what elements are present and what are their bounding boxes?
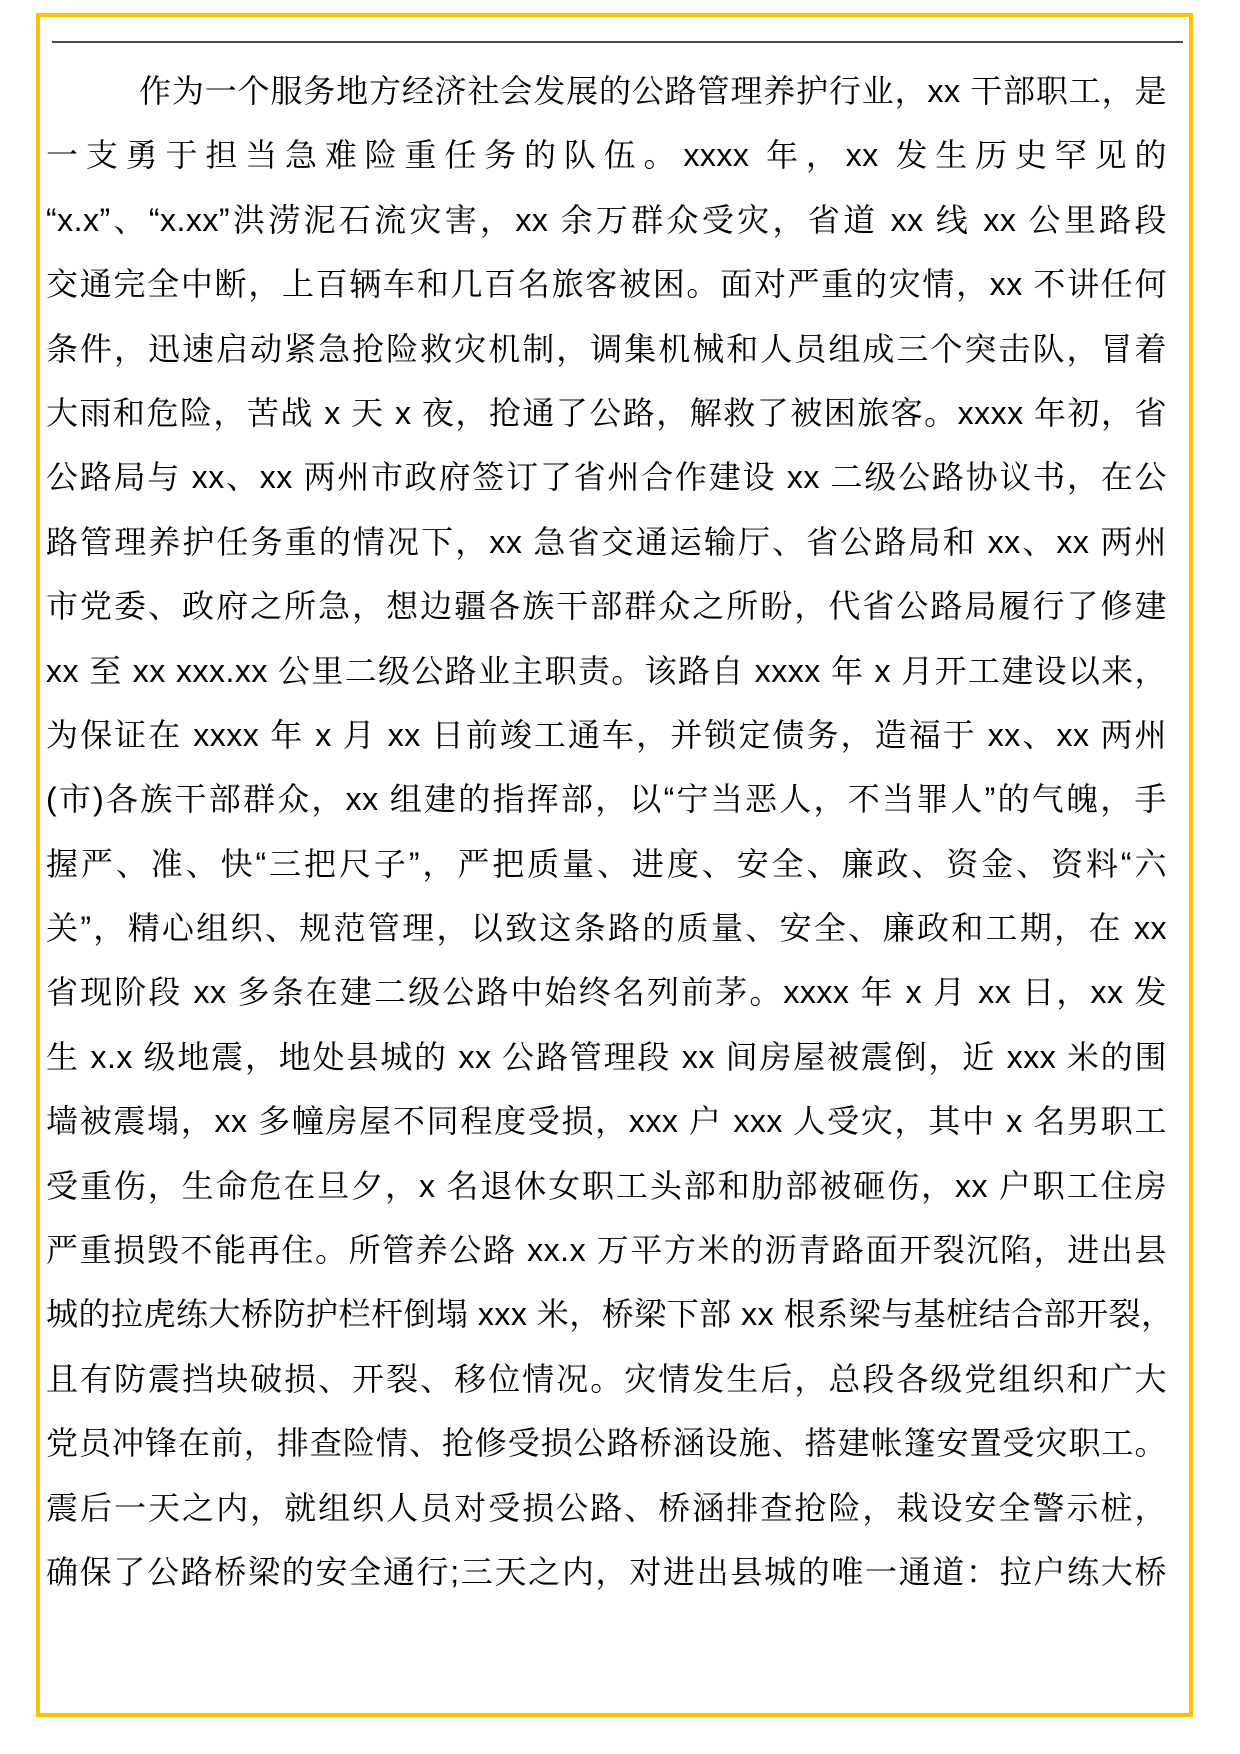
- text-line: 生 x.x 级地震，地处县城的 xx 公路管理段 xx 间房屋被震倒，近 xxx 米的围: [46, 1038, 1167, 1075]
- text-line: (市)各族干部群众，xx 组建的指挥部，以“宁当恶人，不当罪人”的气魄，手: [46, 781, 1167, 818]
- text-line: 交通完全中断，上百辆车和几百名旅客被困。面对严重的灾情，xx 不讲任何: [46, 266, 1167, 303]
- text-line: 大雨和危险，苦战 x 天 x 夜，抢通了公路，解救了被困旅客。xxxx 年初，省: [46, 394, 1167, 431]
- header-divider-line: [52, 41, 1183, 43]
- text-line: 关”，精心组织、规范管理，以致这条路的质量、安全、廉政和工期，在 xx: [46, 910, 1167, 947]
- text-line: 墙被震塌，xx 多幢房屋不同程度受损，xxx 户 xxx 人受灾，其中 x 名男职工: [46, 1103, 1167, 1140]
- text-line: 受重伤，生命危在旦夕，x 名退休女职工头部和肋部被砸伤，xx 户职工住房: [46, 1167, 1167, 1204]
- text-line: 公路局与 xx、xx 两州市政府签订了省州合作建设 xx 二级公路协议书，在公: [46, 459, 1167, 496]
- text-line: 确保了公路桥梁的安全通行;三天之内，对进出县城的唯一通道：拉户练大桥: [46, 1553, 1167, 1590]
- text-line: 条件，迅速启动紧急抢险救灾机制，调集机械和人员组成三个突击队，冒着: [46, 330, 1167, 367]
- paragraph: [46, 59, 1174, 1604]
- text-line: “x.x”、“x.xx”洪涝泥石流灾害，xx 余万群众受灾，省道 xx 线 xx 公里路段: [46, 201, 1167, 238]
- text-line: 一支勇于担当急难险重任务的队伍。xxxx 年，xx 发生历史罕见的: [46, 137, 1167, 174]
- text-line: 党员冲锋在前，排查险情、抢修受损公路桥涵设施、搭建帐篷安置受灾职工。: [46, 1425, 1167, 1462]
- text-line: 市党委、政府之所急，想边疆各族干部群众之所盼，代省公路局履行了修建: [46, 588, 1167, 625]
- text-line: 省现阶段 xx 多条在建二级公路中始终名列前茅。xxxx 年 x 月 xx 日，xx 发: [46, 974, 1167, 1011]
- text-line: 握严、准、快“三把尺子”，严把质量、进度、安全、廉政、资金、资料“六: [46, 845, 1167, 882]
- text-line: 震后一天之内，就组织人员对受损公路、桥涵排查抢险，栽设安全警示桩，: [46, 1489, 1167, 1526]
- text-line: 且有防震挡块破损、开裂、移位情况。灾情发生后，总段各级党组织和广大: [46, 1360, 1167, 1397]
- text-line: 城的拉虎练大桥防护栏杆倒塌 xxx 米，桥梁下部 xx 根系梁与基桩结合部开裂，: [46, 1296, 1174, 1333]
- text-line: xx 至 xx xxx.xx 公里二级公路业主职责。该路自 xxxx 年 x 月开工建设以来，: [46, 652, 1167, 689]
- text-line: 严重损毁不能再住。所管养公路 xx.x 万平方米的沥青路面开裂沉陷，进出县: [46, 1232, 1167, 1269]
- text-line: 作为一个服务地方经济社会发展的公路管理养护行业，xx 干部职工，是: [139, 73, 1167, 109]
- text-line: 为保证在 xxxx 年 x 月 xx 日前竣工通车，并锁定债务，造福于 xx、xx 两州: [46, 716, 1167, 753]
- text-line: 路管理养护任务重的情况下，xx 急省交通运输厅、省公路局和 xx、xx 两州: [46, 523, 1167, 560]
